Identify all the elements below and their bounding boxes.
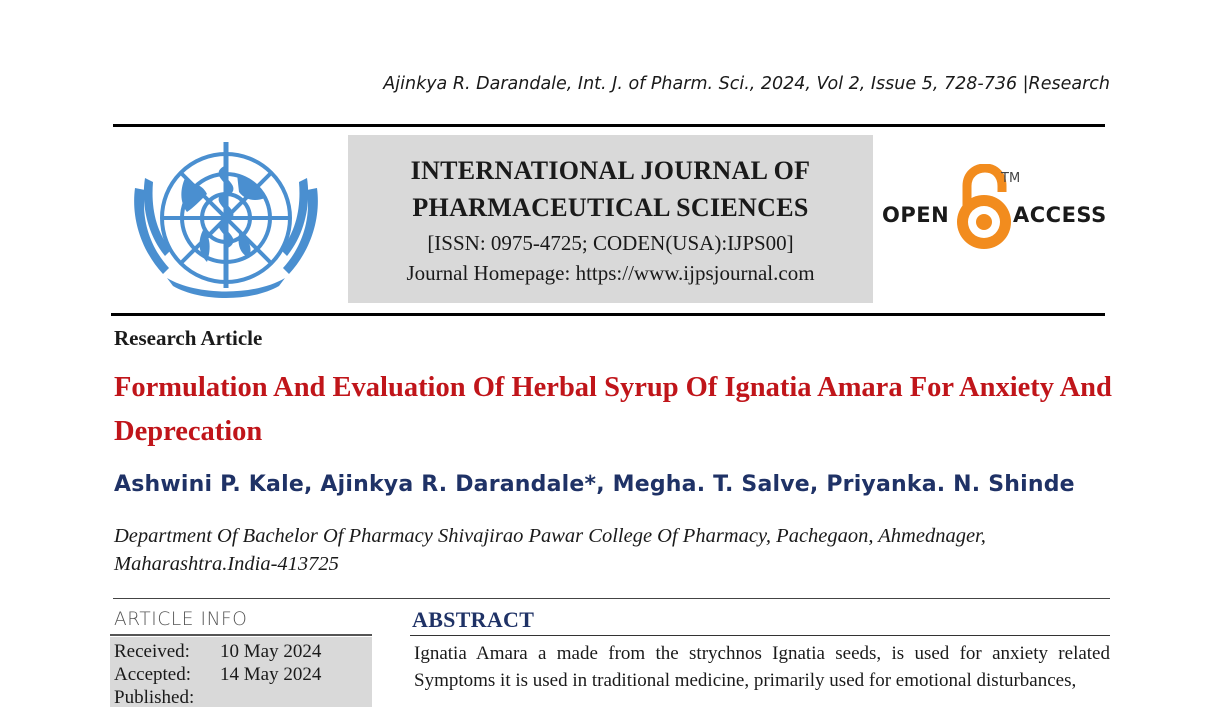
journal-name (348, 152, 873, 226)
running-head: Ajinkya R. Darandale, Int. J. of Pharm. Sci., 2024, Vol 2, Issue 5, 728-736 |Research (383, 74, 1110, 94)
published-row (114, 687, 220, 709)
abstract-rule (410, 635, 1110, 636)
accepted-label: Accepted: (114, 664, 192, 685)
open-access-word-access: ACCESS (1013, 203, 1107, 227)
journal-name-line2: PHARMACEUTICAL SCIENCES (412, 193, 809, 222)
article-info-rule (110, 634, 372, 636)
accepted-date: 14 May 2024 (220, 664, 322, 685)
article-title: Formulation And Evaluation Of Herbal Syrup Of Ignatia Amara For Anxiety And Deprecation (114, 372, 1112, 447)
journal-homepage: Journal Homepage: https://www.ijpsjournal.com (406, 261, 815, 285)
abstract-text: Ignatia Amara a made from the strychnos Ignatia seeds, is used for anxiety related Symptoms it is used in traditional medicine, primarily used for emotional disturbances, (414, 643, 1110, 691)
author-affiliation: Department Of Bachelor Of Pharmacy Shivajirao Pawar College Of Pharmacy, Pachegaon, Ahmednager, Maharashtra.India-413725 (114, 525, 986, 575)
header-top-rule (113, 124, 1105, 127)
received-label: Received: (114, 641, 190, 662)
article-info-heading: ARTICLE INFO (114, 609, 248, 630)
header-bottom-rule (111, 313, 1105, 316)
section-divider (113, 598, 1110, 599)
open-access-tm: TM (1001, 171, 1021, 186)
received-row (114, 641, 321, 663)
article-info-box (110, 637, 372, 707)
open-access-word-open: OPEN (882, 203, 950, 227)
who-emblem-icon (127, 138, 325, 306)
author-list: Ashwini P. Kale, Ajinkya R. Darandale*, Megha. T. Salve, Priyanka. N. Shinde (114, 472, 1075, 497)
received-date: 10 May 2024 (220, 641, 322, 662)
journal-issn: [ISSN: 0975-4725; CODEN(USA):IJPS00] (427, 231, 794, 255)
article-type: Research Article (114, 326, 263, 350)
abstract-heading: ABSTRACT (412, 607, 535, 632)
published-label: Published: (114, 687, 195, 708)
open-access-logo (880, 164, 1110, 256)
journal-masthead (348, 135, 873, 303)
accepted-row (114, 664, 321, 686)
journal-name-line1: INTERNATIONAL JOURNAL OF (410, 156, 811, 185)
